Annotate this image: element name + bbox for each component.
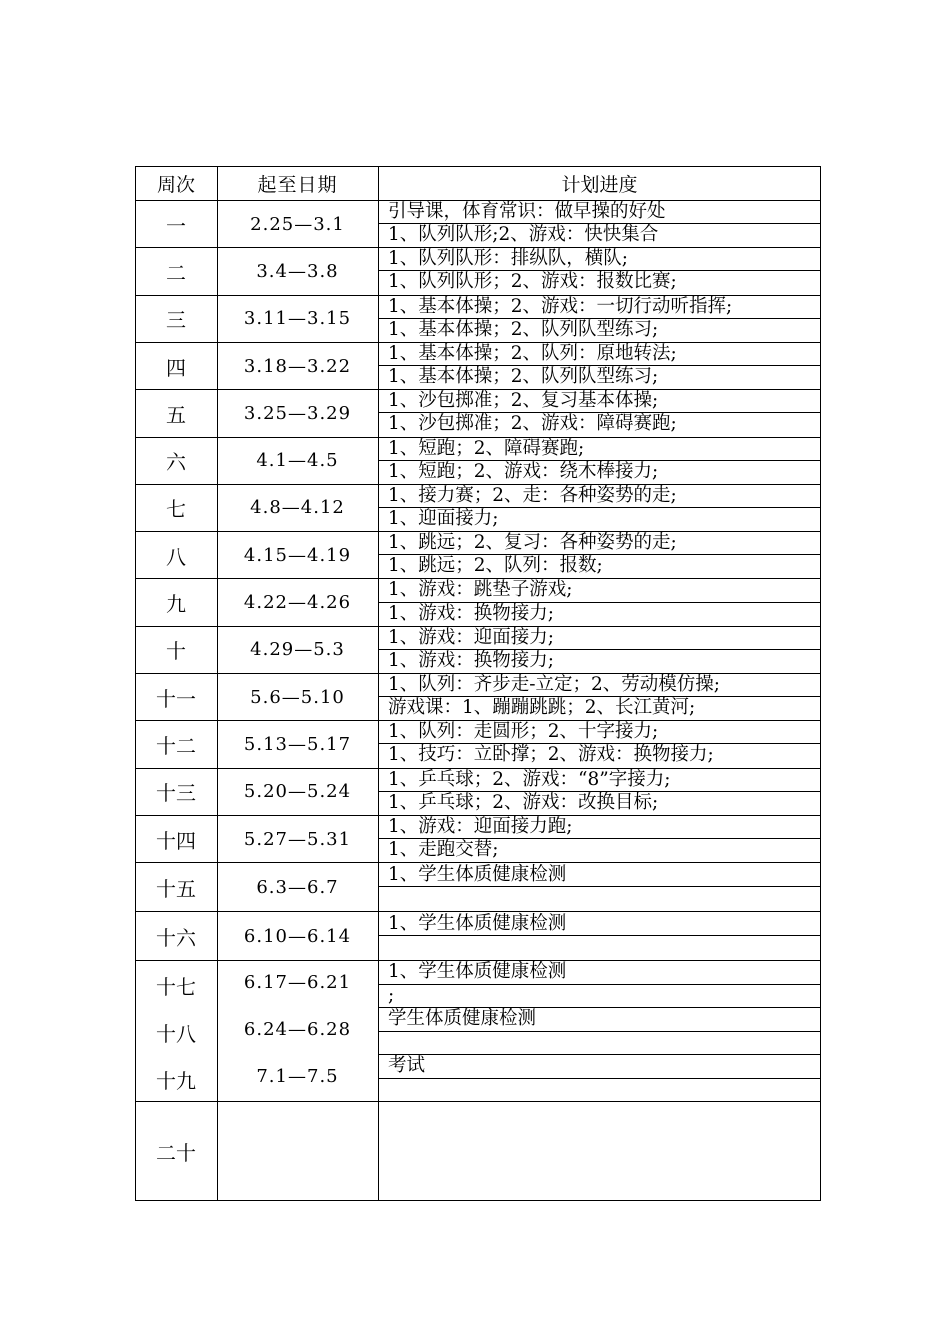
plan-line: 1、基本体操；2、队列队型练习;: [388, 318, 659, 340]
plan-cell: [378, 816, 821, 862]
date-cell: 3.4—3.8: [256, 260, 339, 282]
plan-line: [378, 936, 821, 960]
plan-line: 1、学生体质健康检测: [378, 912, 821, 936]
date-cell: 6.17—6.21: [243, 972, 352, 994]
plan-line: 1、走跑交替;: [388, 839, 499, 861]
plan-line: 1、沙包掷准；2、复习基本体操;: [378, 390, 821, 413]
table-row: [135, 911, 821, 960]
column-divider: [217, 166, 218, 1201]
plan-line: 1、基本体操；2、游戏：一切行动听指挥;: [378, 296, 821, 319]
plan-line: 1、学生体质健康检测: [378, 961, 821, 985]
plan-cell: [378, 769, 821, 815]
plan-line: 游戏课：1、蹦蹦跳跳；2、长江黄河;: [388, 697, 696, 719]
date-cell: 5.13—5.17: [243, 733, 352, 755]
plan-cell: [378, 532, 821, 578]
date-cell: [217, 1102, 378, 1201]
merged-row: [135, 960, 821, 1101]
plan-cell: [378, 485, 821, 531]
plan-line: 1、学生体质健康检测: [378, 863, 821, 887]
plan-cell: [378, 438, 821, 484]
week-cell: 十七: [156, 975, 196, 1000]
date-cell: 6.10—6.14: [243, 925, 352, 947]
plan-line: 1、跳远；2、队列：报数;: [388, 555, 603, 577]
table-row: [135, 389, 821, 436]
week-cell: 十一: [156, 686, 196, 711]
header-date: 起至日期: [257, 173, 338, 196]
week-cell: 一: [166, 213, 186, 238]
plan-line: 1、游戏：迎面接力;: [378, 627, 821, 650]
table-row: [135, 295, 821, 342]
plan-cell: [378, 863, 821, 911]
date-cell: 3.11—3.15: [243, 308, 352, 330]
plan-line: 1、基本体操；2、队列：原地转法;: [378, 343, 821, 366]
week-cell: 十九: [156, 1069, 196, 1094]
plan-line: [378, 1079, 821, 1103]
plan-line: 1、技巧：立卧撑；2、游戏：换物接力;: [388, 744, 714, 766]
date-cell: 3.25—3.29: [243, 402, 352, 424]
plan-line: 1、迎面接力;: [388, 507, 499, 529]
table-row: [135, 626, 821, 673]
date-cell: 3.18—3.22: [243, 355, 352, 377]
date-cell: 4.22—4.26: [243, 592, 352, 614]
plan-line: ;: [378, 985, 821, 1009]
header-plan: 计划进度: [561, 173, 638, 196]
plan-line: 1、队列队形：排纵队，横队;: [378, 248, 821, 271]
week-cell: 十四: [156, 828, 196, 853]
plan-line: 1、短跑；2、游戏：绕木棒接力;: [388, 460, 659, 482]
plan-line: 1、游戏：迎面接力跑;: [378, 816, 821, 839]
plan-cell: [378, 343, 821, 389]
plan-cell: [378, 1102, 821, 1201]
plan-line: 1、队列：齐步走-立定；2、劳动模仿操;: [378, 674, 821, 697]
plan-cell: [378, 296, 821, 342]
plan-cell: [378, 390, 821, 436]
plan-cell: [378, 674, 821, 720]
table-row: [135, 673, 821, 720]
date-cell: 5.27—5.31: [243, 828, 352, 850]
week-cell: 十二: [156, 733, 196, 758]
week-cell: 十六: [156, 925, 196, 950]
date-cell: 5.20—5.24: [243, 781, 352, 803]
week-cell: 六: [166, 450, 186, 475]
plan-line: 1、队列：走圆形；2、十字接力;: [378, 721, 821, 744]
table-row: [135, 815, 821, 862]
week-cell: 二: [166, 260, 186, 285]
plan-line: 1、沙包掷准；2、游戏：障碍赛跑;: [388, 413, 677, 435]
plan-line: 考试: [378, 1055, 821, 1079]
header-week: 周次: [156, 173, 195, 196]
table-row: [135, 720, 821, 767]
week-cell: 七: [166, 497, 186, 522]
plan-line: 引导课，体育常识：做早操的好处: [378, 201, 821, 224]
plan-cell: [378, 201, 821, 247]
plan-line: 1、游戏：跳垫子游戏;: [378, 579, 821, 602]
table-row: [135, 484, 821, 531]
table-row: [135, 578, 821, 625]
header-row: [135, 166, 821, 200]
week-cell: 三: [166, 308, 186, 333]
week-cell: 十三: [156, 781, 196, 806]
week-cell: 十五: [156, 876, 196, 901]
plan-cell: [378, 627, 821, 673]
plan-line: 1、乒乓球；2、游戏：“8”字接力;: [378, 769, 821, 792]
table-row: [135, 862, 821, 911]
plan-line: 1、短跑；2、障碍赛跑;: [378, 438, 821, 461]
plan-cell: [378, 579, 821, 625]
week-cell: 十: [166, 639, 186, 664]
merged-weeks: [135, 961, 378, 1102]
week-cell: 八: [166, 544, 186, 569]
date-cell: 4.1—4.5: [256, 450, 339, 472]
date-cell: 4.15—4.19: [243, 544, 352, 566]
date-cell: 6.24—6.28: [243, 1019, 352, 1041]
plan-line: 1、游戏：换物接力;: [388, 649, 555, 671]
date-cell: 7.1—7.5: [256, 1066, 339, 1088]
week-cell: 十八: [156, 1022, 196, 1047]
table-row: [135, 342, 821, 389]
merged-plan-cell: [378, 961, 821, 1102]
plan-line: 1、队列队形；2、游戏：报数比赛;: [388, 271, 677, 293]
table-row: [135, 200, 821, 247]
table-row: [135, 531, 821, 578]
plan-line: 1、接力赛；2、走：各种姿势的走;: [378, 485, 821, 508]
plan-cell: [378, 721, 821, 767]
date-cell: 4.8—4.12: [250, 497, 345, 519]
date-cell: 4.29—5.3: [250, 639, 345, 661]
table-row: [135, 437, 821, 484]
plan-line: 1、跳远；2、复习：各种姿势的走;: [378, 532, 821, 555]
table-row: [135, 247, 821, 294]
date-cell: 6.3—6.7: [256, 876, 339, 898]
plan-line: 1、基本体操；2、队列队型练习;: [388, 366, 659, 388]
column-divider: [378, 166, 379, 1201]
plan-line: [378, 887, 821, 911]
plan-cell: [378, 912, 821, 960]
date-cell: 5.6—5.10: [250, 686, 345, 708]
schedule-table: [135, 166, 821, 1201]
plan-line: 1、队列队形;2、游戏：快快集合: [388, 224, 659, 246]
plan-line: 1、游戏：换物接力;: [388, 602, 555, 624]
plan-cell: [378, 248, 821, 294]
plan-line: 1、乒乓球；2、游戏：改换目标;: [388, 791, 659, 813]
date-cell: 2.25—3.1: [250, 213, 345, 235]
week-cell: 九: [166, 592, 186, 617]
week-cell: 二十: [156, 1141, 196, 1166]
table-row: [135, 768, 821, 815]
table-row: [135, 1101, 821, 1201]
plan-line: [378, 1032, 821, 1056]
week-cell: 五: [166, 402, 186, 427]
week-cell: 四: [166, 355, 186, 380]
plan-line: 学生体质健康检测: [378, 1008, 821, 1032]
